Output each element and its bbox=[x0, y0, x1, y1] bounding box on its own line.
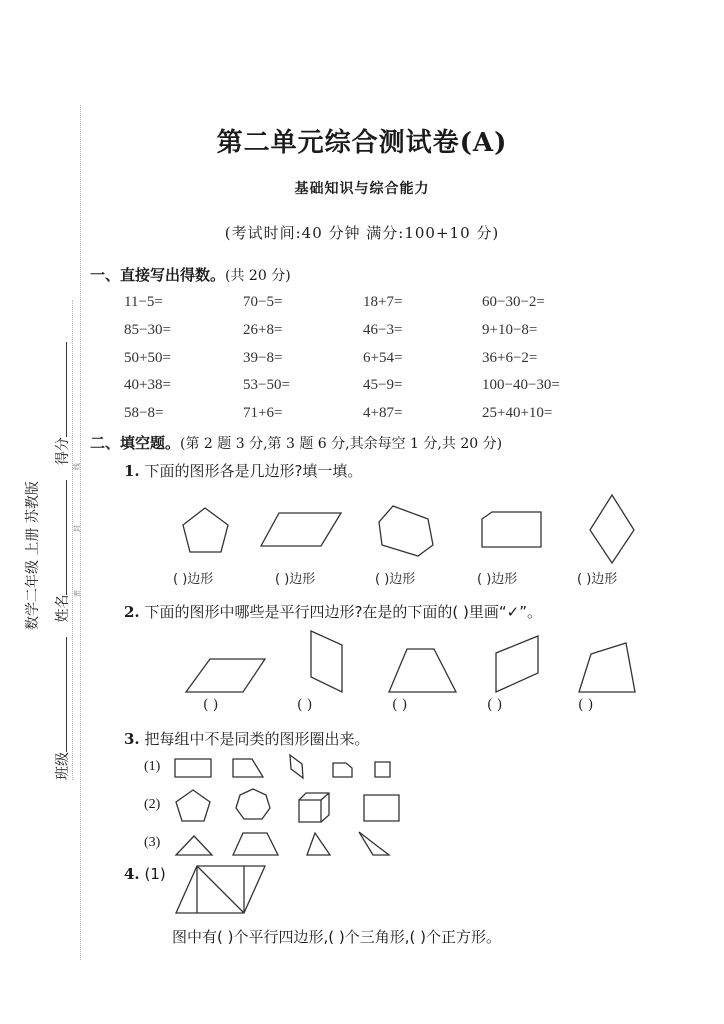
cube-shape[interactable] bbox=[299, 793, 329, 822]
rhombus-shape[interactable] bbox=[290, 755, 303, 778]
calc-item: 46−3= bbox=[363, 322, 403, 338]
q1-answer-blank[interactable]: ( )边形 bbox=[275, 572, 316, 587]
seal-char-feng: 封 bbox=[73, 525, 81, 532]
composite-parallelogram-figure bbox=[176, 866, 265, 913]
calc-item: 4+87= bbox=[363, 405, 403, 421]
section1-points: (共 20 分) bbox=[225, 268, 291, 284]
calc-item: 58−8= bbox=[124, 405, 164, 421]
pentagon-shape bbox=[183, 508, 228, 552]
page-title: 第二单元综合测试卷(A) bbox=[216, 128, 508, 158]
hexagon-shape bbox=[379, 506, 433, 556]
calc-item: 18+7= bbox=[363, 294, 403, 310]
section2-title: 二、填空题。 bbox=[90, 434, 181, 452]
calc-item: 45−9= bbox=[363, 377, 403, 393]
question-3-number: 3. bbox=[124, 730, 140, 748]
obtuse-triangle-shape[interactable] bbox=[359, 832, 389, 855]
right-trapezoid-shape[interactable] bbox=[233, 759, 263, 777]
question-4-text: 图中有( )个平行四边形,( )个三角形,( )个正方形。 bbox=[172, 928, 501, 946]
question-4-number: 4. bbox=[124, 865, 140, 883]
calc-item: 26+8= bbox=[243, 322, 283, 338]
course-text: 数学二年级 上册 苏教版 bbox=[25, 481, 41, 630]
parallelogram-shape bbox=[261, 513, 341, 546]
calc-item: 39−8= bbox=[243, 350, 283, 366]
q1-answer-blank[interactable]: ( )边形 bbox=[577, 572, 618, 587]
cut-corner-rectangle-shape bbox=[482, 512, 541, 547]
calc-item: 36+6−2= bbox=[482, 350, 538, 366]
cut-corner-rectangle-shape[interactable] bbox=[333, 763, 352, 777]
calc-item: 6+54= bbox=[363, 350, 403, 366]
q3-group-label: (3) bbox=[144, 835, 161, 850]
parallelogram-vertical-shape[interactable] bbox=[311, 631, 342, 692]
q1-answer-blank[interactable]: ( )边形 bbox=[375, 572, 416, 587]
parallelogram-shape[interactable] bbox=[186, 659, 265, 692]
trapezoid-shape[interactable] bbox=[389, 649, 456, 692]
question-2-text: 下面的图形中哪些是平行四边形?在是的下面的( )里画“✓”。 bbox=[144, 603, 542, 621]
calc-item: 70−5= bbox=[243, 294, 283, 310]
name-label: 姓名 bbox=[55, 594, 71, 623]
heptagon-shape[interactable] bbox=[236, 789, 270, 819]
question-3-text: 把每组中不是同类的图形圈出来。 bbox=[144, 730, 370, 748]
calc-item: 9+10−8= bbox=[482, 322, 538, 338]
calc-item: 11−5= bbox=[124, 294, 163, 310]
calc-item: 53−50= bbox=[243, 377, 290, 393]
square-shape[interactable] bbox=[375, 762, 390, 777]
q1-answer-blank[interactable]: ( )边形 bbox=[173, 572, 214, 587]
q2-check-blank[interactable]: ( ) bbox=[392, 697, 408, 713]
calc-item: 40+38= bbox=[124, 377, 171, 393]
score-label: 得分 bbox=[55, 437, 71, 466]
calc-item: 25+40+10= bbox=[482, 405, 553, 421]
q2-check-blank[interactable]: ( ) bbox=[203, 697, 219, 713]
rectangle-shape[interactable] bbox=[364, 795, 399, 821]
q2-check-blank[interactable]: ( ) bbox=[297, 697, 313, 713]
q1-answer-blank[interactable]: ( )边形 bbox=[477, 572, 518, 587]
section1-title: 一、直接写出得数。 bbox=[90, 266, 226, 284]
calc-item: 71+6= bbox=[243, 405, 283, 421]
q3-group-label: (1) bbox=[144, 759, 161, 774]
calc-item: 85−30= bbox=[124, 322, 171, 338]
triangle-shape[interactable] bbox=[176, 836, 212, 855]
parallelogram-tilted-shape[interactable] bbox=[496, 636, 538, 692]
calc-item: 60−30−2= bbox=[482, 294, 545, 310]
calc-item: 100−40−30= bbox=[482, 377, 560, 393]
q2-check-blank[interactable]: ( ) bbox=[487, 697, 503, 713]
calc-item: 50+50= bbox=[124, 350, 171, 366]
rhombus-shape bbox=[590, 495, 634, 563]
question-1-text: 下面的图形各是几边形?填一填。 bbox=[144, 462, 363, 480]
question-4-sublabel: (1) bbox=[144, 865, 166, 883]
irregular-quadrilateral-shape[interactable] bbox=[579, 643, 635, 692]
question-1-number: 1. bbox=[124, 462, 140, 480]
q2-check-blank[interactable]: ( ) bbox=[578, 697, 594, 713]
triangle-shape[interactable] bbox=[307, 833, 330, 855]
q3-group-label: (2) bbox=[144, 797, 161, 812]
exam-info: (考试时间:40 分钟 满分:100+10 分) bbox=[224, 224, 500, 242]
seal-char-xian: 线 bbox=[73, 463, 81, 470]
seal-char-mi: 密 bbox=[73, 590, 81, 597]
page-subtitle: 基础知识与综合能力 bbox=[294, 181, 430, 197]
rectangle-shape[interactable] bbox=[175, 759, 211, 777]
class-label: 班级 bbox=[55, 752, 71, 780]
section2-points: (第 2 题 3 分,第 3 题 6 分,其余每空 1 分,共 20 分) bbox=[180, 436, 503, 452]
pentagon-shape[interactable] bbox=[176, 790, 210, 821]
trapezoid-shape[interactable] bbox=[233, 833, 278, 855]
question-2-number: 2. bbox=[124, 603, 140, 621]
